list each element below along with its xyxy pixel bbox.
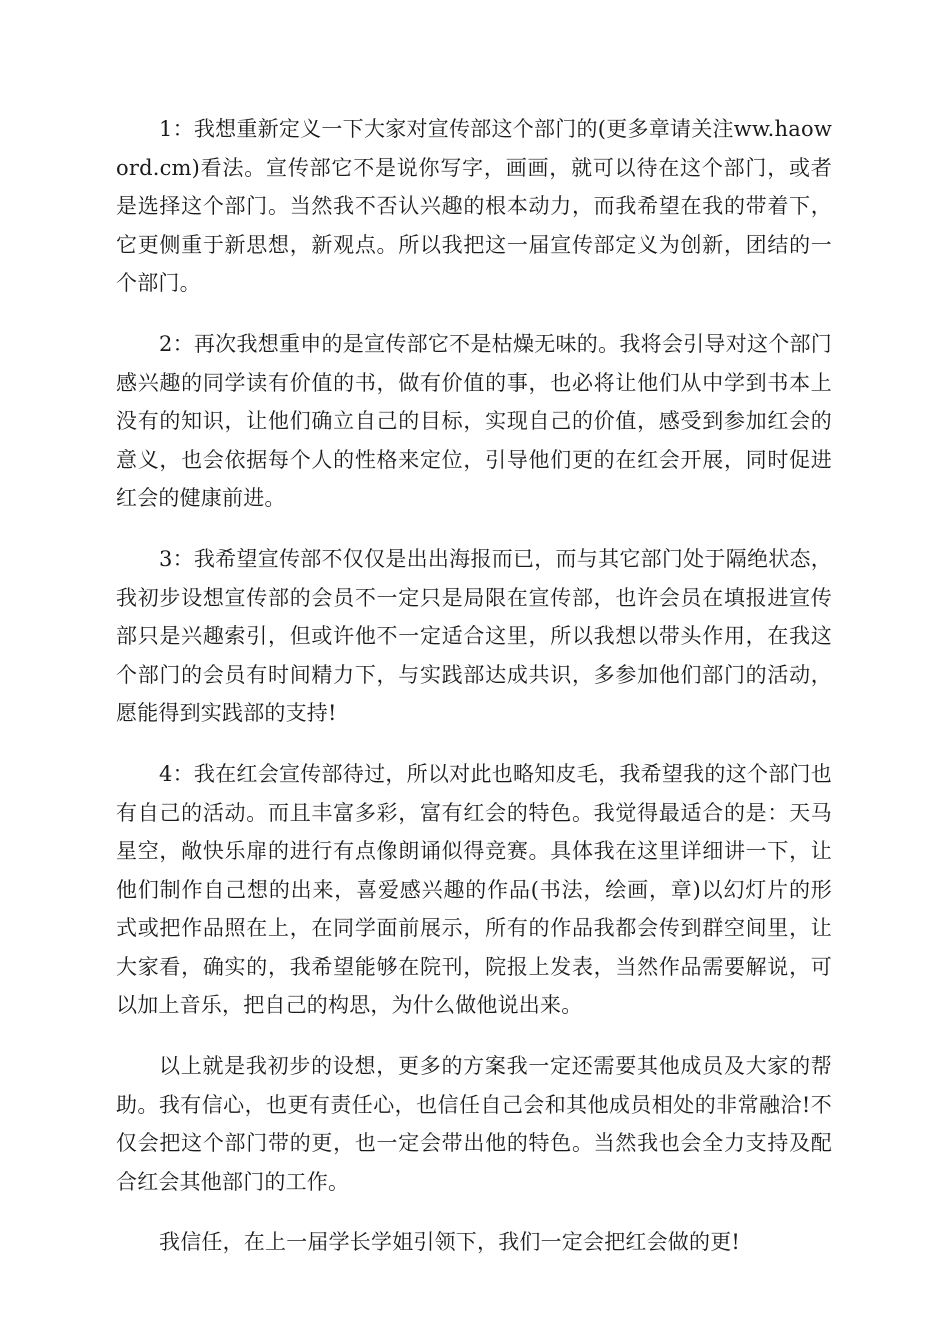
paragraph-1: 1：我想重新定义一下大家对宣传部这个部门的(更多章请关注ww.haoword.cm)看法。宣传部它不是说你写字，画画，就可以待在这个部门，或者是选择这个部门。当然我不否认兴趣的根本动力，而我希望在我的带着下，它更侧重于新思想，新观点。所以我把这一届宣传部定义为创新，团结的一个部门。 bbox=[116, 117, 832, 296]
paragraph-5: 以上就是我初步的设想，更多的方案我一定还需要其他成员及大家的帮助。我有信心，也更有责任心，也信任自己会和其他成员相处的非常融洽!不仅会把这个部门带的更，也一定会带出他的特色。当然我也会全力支持及配合红会其他部门的工作。 bbox=[116, 1054, 832, 1194]
document-body bbox=[116, 110, 832, 1262]
paragraph-3: 3：我希望宣传部不仅仅是出出海报而已，而与其它部门处于隔绝状态，我初步设想宣传部的会员不一定只是局限在宣传部，也许会员在填报进宣传部只是兴趣索引，但或许他不一定适合这里，所以我想以带头作用，在我这个部门的会员有时间精力下，与实践部达成共识，多参加他们部门的活动，愿能得到实践部的支持! bbox=[116, 546, 832, 726]
paragraph-6: 我信任，在上一届学长学姐引领下，我们一定会把红会做的更! bbox=[159, 1230, 741, 1255]
paragraph-2: 2：再次我想重申的是宣传部它不是枯燥无味的。我将会引导对这个部门感兴趣的同学读有价值的书，做有价值的事，也必将让他们从中学到书本上没有的知识，让他们确立自己的目标，实现自己的价值，感受到参加红会的意义，也会依据每个人的性格来定位，引导他们更的在红会开展，同时促进红会的健康前进。 bbox=[116, 331, 832, 511]
paragraph-4: 4：我在红会宣传部待过，所以对此也略知皮毛，我希望我的这个部门也有自己的活动。而且丰富多彩，富有红会的特色。我觉得最适合的是：天马星空，敞快乐扉的进行有点像朗诵似得竞赛。具体我在这里详细讲一下，让他们制作自己想的出来，喜爱感兴趣的作品(书法，绘画，章)以幻灯片的形式或把作品照在上，在同学面前展示，所有的作品我都会传到群空间里，让大家看，确实的，我希望能够在院刊，院报上发表，当然作品需要解说，可以加上音乐，把自己的构思，为什么做他说出来。 bbox=[116, 761, 832, 1018]
